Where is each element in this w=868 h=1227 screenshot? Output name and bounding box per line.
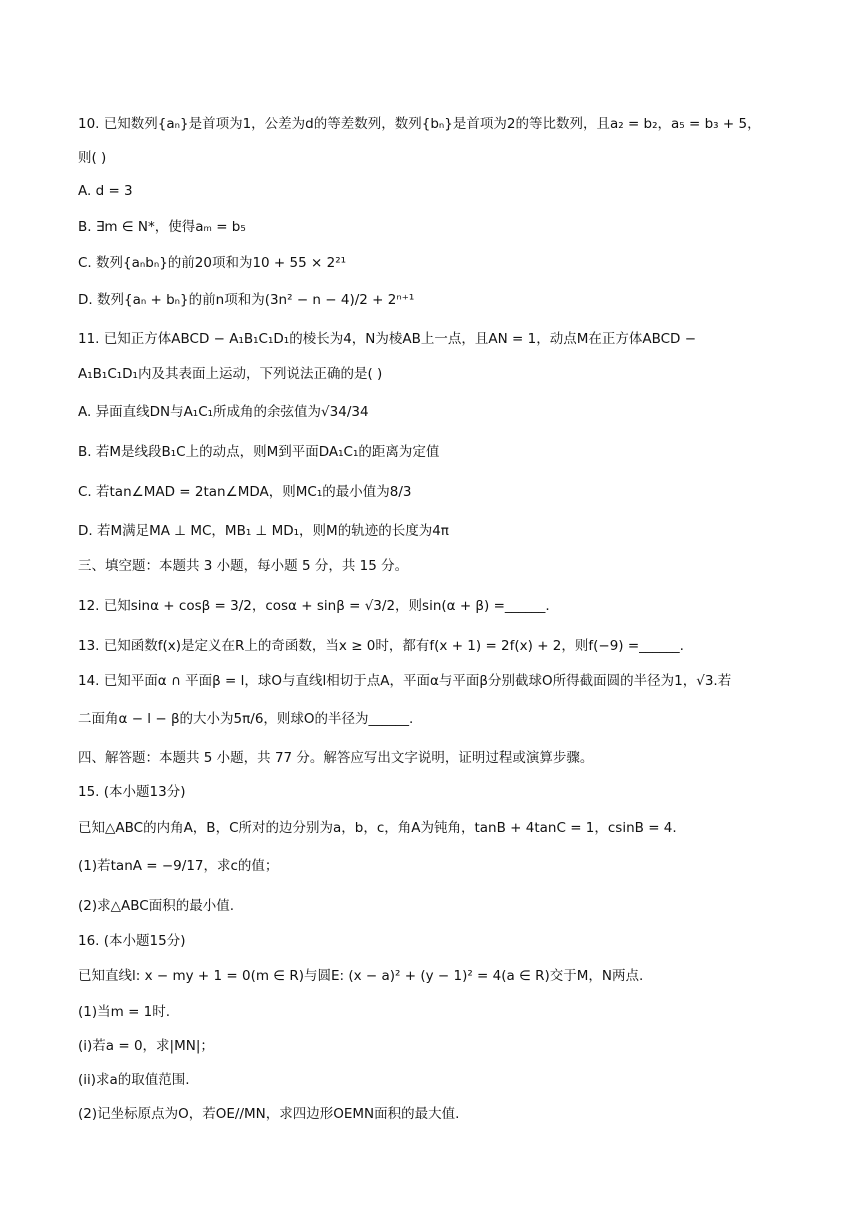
q16-part1-i: (i)若a = 0，求|MN|； <box>78 1038 214 1054</box>
q15-heading: 15. (本小题13分) <box>78 784 186 800</box>
q11-option-b: B. 若M是线段B₁C上的动点，则M到平面DA₁C₁的距离为定值 <box>78 444 440 460</box>
q10-stem-line1: 10. 已知数列{aₙ}是首项为1，公差为d的等差数列，数列{bₙ}是首项为2的等比数列，且a₂ = b₂，a₅ = b₃ + 5， <box>78 116 761 132</box>
q12: 12. 已知sinα + cosβ = 3/2，cosα + sinβ = √3/2，则sin(α + β) =______. <box>78 598 550 614</box>
q11-option-d: D. 若M满足MA ⊥ MC，MB₁ ⊥ MD₁，则M的轨迹的长度为4π <box>78 523 449 539</box>
q10-option-a: A. d = 3 <box>78 183 133 199</box>
q10-option-d: D. 数列{aₙ + bₙ}的前n项和为(3n² − n − 4)/2 + 2ⁿ⁺¹ <box>78 292 415 308</box>
q15-stem: 已知△ABC的内角A，B，C所对的边分别为a，b，c，角A为钝角，tanB + 4tanC = 1，csinB = 4. <box>78 820 677 836</box>
q10-option-b: B. ∃m ∈ N*，使得aₘ = b₅ <box>78 219 246 235</box>
q16-stem: 已知直线l: x − my + 1 = 0(m ∈ R)与圆E: (x − a)² + (y − 1)² = 4(a ∈ R)交于M，N两点. <box>78 968 644 984</box>
q11-stem-line1: 11. 已知正方体ABCD − A₁B₁C₁D₁的棱长为4，N为棱AB上一点，且AN = 1，动点M在正方体ABCD − <box>78 331 697 347</box>
q15-part1: (1)若tanA = −9/17，求c的值； <box>78 858 279 874</box>
section-answer-header: 四、解答题：本题共 5 小题，共 77 分。解答应写出文字说明，证明过程或演算步骤。 <box>78 750 594 766</box>
q16-heading: 16. (本小题15分) <box>78 933 186 949</box>
q11-stem-line2: A₁B₁C₁D₁内及其表面上运动，下列说法正确的是( ) <box>78 366 383 382</box>
q16-part1-ii: (ii)求a的取值范围. <box>78 1072 190 1088</box>
q11-option-a: A. 异面直线DN与A₁C₁所成角的余弦值为√34/34 <box>78 404 369 420</box>
q16-part1: (1)当m = 1时. <box>78 1004 171 1020</box>
q16-part2: (2)记坐标原点为O，若OE//MN，求四边形OEMN面积的最大值. <box>78 1106 460 1122</box>
section-fill-in-header: 三、填空题：本题共 3 小题，每小题 5 分，共 15 分。 <box>78 558 409 574</box>
q15-part2: (2)求△ABC面积的最小值. <box>78 898 234 914</box>
q11-option-c: C. 若tan∠MAD = 2tan∠MDA，则MC₁的最小值为8/3 <box>78 484 412 500</box>
q10-option-c: C. 数列{aₙbₙ}的前20项和为10 + 55 × 2²¹ <box>78 255 347 271</box>
q13: 13. 已知函数f(x)是定义在R上的奇函数，当x ≥ 0时，都有f(x + 1) = 2f(x) + 2，则f(−9) =______. <box>78 638 684 654</box>
q14-line2: 二面角α − l − β的大小为5π/6，则球O的半径为______. <box>78 711 414 727</box>
q10-stem-line2: 则( ) <box>78 150 107 166</box>
q14-line1: 14. 已知平面α ∩ 平面β = l，球O与直线l相切于点A，平面α与平面β分别截球O所得截面圆的半径为1，√3.若 <box>78 673 732 689</box>
